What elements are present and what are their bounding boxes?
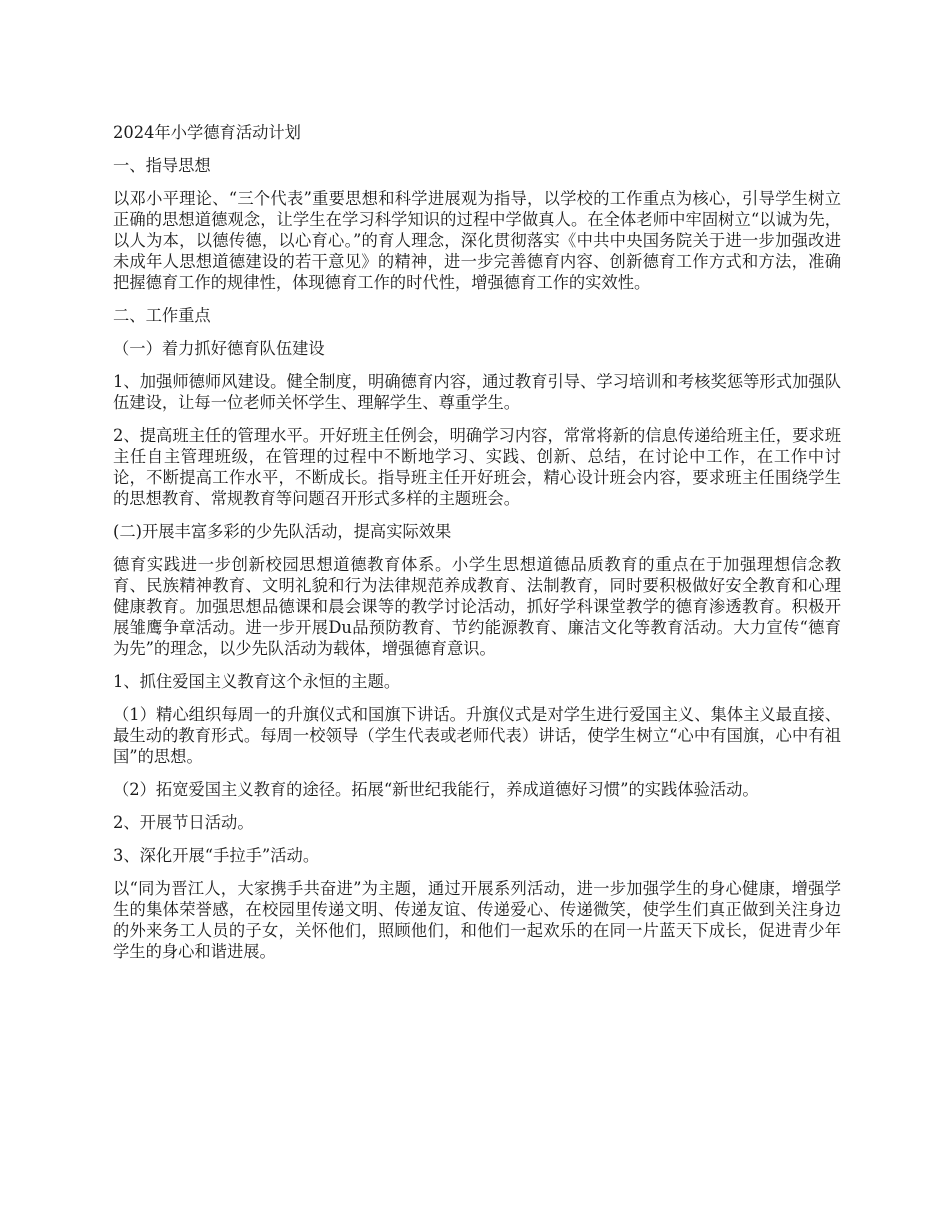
paragraph-guiding-thought: 以邓小平理论、“三个代表”重要思想和科学进展观为指导，以学校的工作重点为核心，引导学生树立正确的思想道德观念，让学生在学习科学知识的过程中学做真人。在全体老师中牢固树立“以诚为先，以人为本，以德传德，以心育心。”的育人理念，深化贯彻落实《中共中央国务院关于进一步加强改进未成年人思想道德建设的若干意见》的精神，进一步完善德育内容、创新德育工作方式和方法，准确把握德育工作的规律性，体现德育工作的时代性，增强德育工作的实效性。 [113,189,841,292]
document-title: 2024年小学德育活动计划 [113,123,301,142]
list-item-festival-activities: 2、开展节日活动。 [113,813,254,832]
paragraph-teacher-ethics: 1、加强师德师风建设。健全制度，明确德育内容，通过教育引导、学习培训和考核奖惩等形式加强队伍建设，让每一位老师关怀学生、理解学生、尊重学生。 [113,372,841,412]
section-heading-guiding-thought: 一、指导思想 [113,156,211,175]
subheading-team-building: （一）着力抓好德育队伍建设 [113,339,325,358]
paragraph-moral-practice: 德育实践进一步创新校园思想道德教育体系。小学生思想道德品质教育的重点在于加强理想信念教育、民族精神教育、文明礼貌和行为法律规范养成教育、法制教育，同时要积极做好安全教育和心理健康教育。加强思想品德课和晨会课等的教学讨论活动，抓好学科课堂教学的德育渗透教育。积极开展雏鹰争章活动。进一步开展Du品预防教育、节约能源教育、廉洁文化等教育活动。大力宣传“德育为先”的理念，以少先队活动为载体，增强德育意识。 [113,555,841,658]
paragraph-patriotism-channels: （2）拓宽爱国主义教育的途径。拓展“新世纪我能行，养成道德好习惯”的实践体验活动。 [113,780,759,799]
list-item-hand-in-hand: 3、深化开展“手拉手”活动。 [113,846,320,865]
paragraph-head-teacher: 2、提高班主任的管理水平。开好班主任例会，明确学习内容，常常将新的信息传递给班主任，要求班主任自主管理班级，在管理的过程中不断地学习、实践、创新、总结，在讨论中工作，在工作中讨论，不断提高工作水平，不断成长。指导班主任开好班会，精心设计班会内容，要求班主任围绕学生的思想教育、常规教育等问题召开形式多样的主题班会。 [113,426,841,508]
list-item-patriotism: 1、抓住爱国主义教育这个永恒的主题。 [113,672,401,691]
document-page [113,122,841,974]
section-heading-work-focus: 二、工作重点 [113,306,211,325]
subheading-young-pioneers: (二)开展丰富多彩的少先队活动，提高实际效果 [113,522,452,541]
paragraph-flag-ceremony: （1）精心组织每周一的升旗仪式和国旗下讲话。升旗仪式是对学生进行爱国主义、集体主义最直接、最生动的教育形式。每周一校领导（学生代表或老师代表）讲话，使学生树立“心中有国旗，心中有祖国”的思想。 [113,705,841,766]
paragraph-hand-in-hand: 以“同为晋江人，大家携手共奋进”为主题，通过开展系列活动，进一步加强学生的身心健康，增强学生的集体荣誉感，在校园里传递文明、传递友谊、传递爱心、传递微笑，使学生们真正做到关注身边的外来务工人员的子女，关怀他们，照顾他们，和他们一起欢乐的在同一片蓝天下成长，促进青少年学生的身心和谐进展。 [113,879,841,961]
